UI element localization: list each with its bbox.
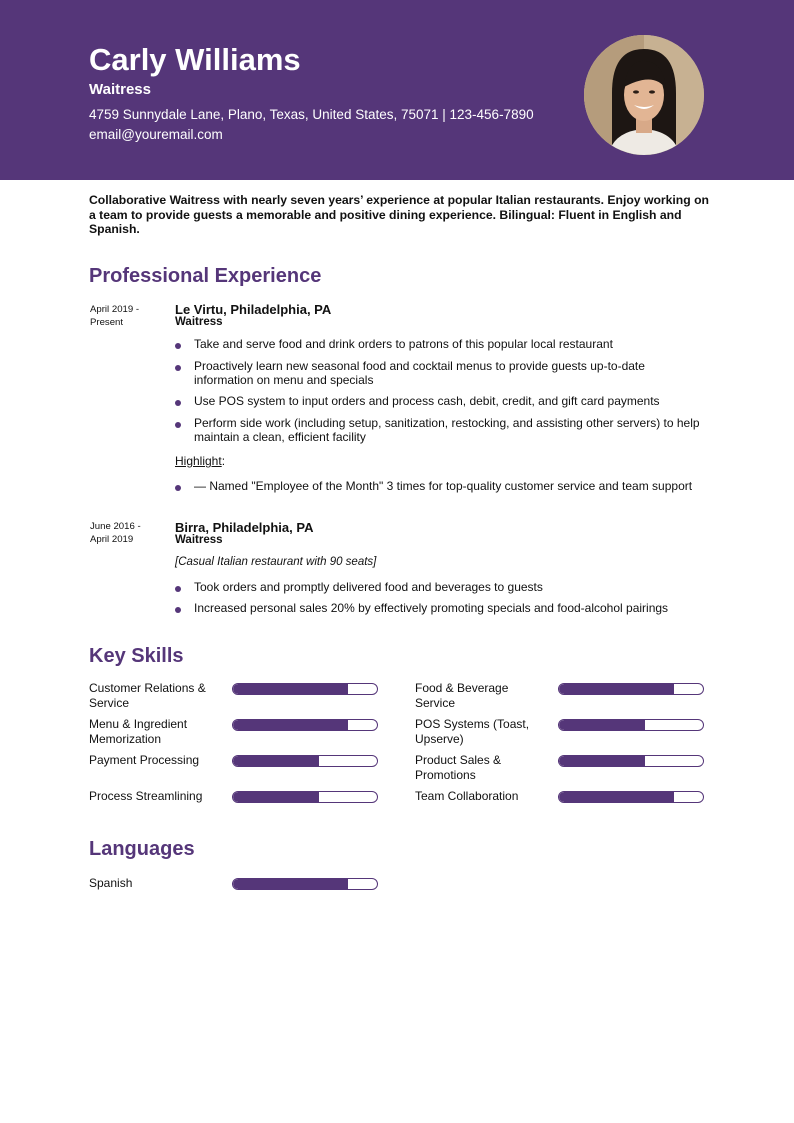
bullet-icon [175,400,181,406]
skill-rating-fill [559,792,674,802]
job-bullet: Increased personal sales 20% by effectively promoting specials and food-alcohol pairings [175,601,668,615]
candidate-name: Carly Williams [89,42,301,77]
summary-text: Collaborative Waitress with nearly seven years’ experience at popular Italian restaurants. Enjoy working on a team to provide guests a memorable and positive dining experience. Bilingual: Fluent in English and Spanish. [89,193,709,237]
job-dates: June 2016 - April 2019 [90,521,141,545]
job-note: [Casual Italian restaurant with 90 seats] [175,556,377,568]
skill-rating-fill [559,756,645,766]
skill-rating-bar [558,719,704,731]
job-bullet: Take and serve food and drink orders to patrons of this popular local restaurant [175,337,613,351]
skill-rating-fill [233,720,348,730]
section-title-experience: Professional Experience [89,265,322,287]
skill-label: Process Streamlining [89,789,203,803]
job-title: Waitress [175,316,223,328]
job-bullet: Perform side work (including setup, sanitization, restocking, and assisting other servers) to help maintain a clean, efficient facility [175,416,705,445]
profile-photo [584,35,704,155]
language-rating-fill [233,879,348,889]
job-bullet: Took orders and promptly delivered food and beverages to guests [175,580,543,594]
language-rating-bar [232,878,378,890]
skill-rating-fill [233,756,319,766]
skill-label: Payment Processing [89,753,200,767]
language-label: Spanish [89,876,133,890]
language-item [89,876,389,908]
section-title-skills: Key Skills [89,645,184,667]
skill-rating-bar [232,683,378,695]
section-title-languages: Languages [89,838,195,860]
skill-rating-fill [233,792,319,802]
bullet-icon [175,422,181,428]
job-company: Birra, Philadelphia, PA [175,520,314,535]
skill-rating-bar [558,791,704,803]
bullet-icon [175,607,181,613]
skill-rating-bar [558,755,704,767]
skill-rating-bar [232,791,378,803]
highlight-heading: Highlight: [175,454,226,468]
skill-label: POS Systems (Toast, Upserve) [415,717,530,746]
header-banner [0,0,794,180]
job-dates: April 2019 - Present [90,304,140,328]
skill-label: Menu & Ingredient Memorization [89,717,188,746]
bullet-icon [175,365,181,371]
contact-address: 4759 Sunnydale Lane, Plano, Texas, United States, 75071 | 123-456-7890 [89,107,534,122]
skills-grid [89,680,709,810]
job-title: Waitress [175,534,223,546]
skill-rating-fill [233,684,348,694]
candidate-title: Waitress [89,81,151,98]
skill-rating-fill [559,684,674,694]
job-bullet: Proactively learn new seasonal food and cocktail menus to provide guests up-to-date information on menu and specials [175,359,705,388]
job-bullet: Use POS system to input orders and process cash, debit, credit, and gift card payments [175,394,660,408]
skill-label: Product Sales & Promotions [415,753,502,782]
skill-rating-bar [232,719,378,731]
skill-rating-bar [558,683,704,695]
bullet-icon [175,343,181,349]
bullet-icon [175,586,181,592]
bullet-icon [175,485,181,491]
skill-rating-bar [232,755,378,767]
job-company: Le Virtu, Philadelphia, PA [175,302,332,317]
skill-rating-fill [559,720,645,730]
profile-photo-graphic [584,35,704,155]
contact-email: email@youremail.com [89,127,223,142]
skill-label: Customer Relations & Service [89,681,206,710]
skill-label: Team Collaboration [415,789,519,803]
highlight-bullet: — Named "Employee of the Month" 3 times for top-quality customer service and team support [175,479,692,493]
skill-label: Food & Beverage Service [415,681,509,710]
